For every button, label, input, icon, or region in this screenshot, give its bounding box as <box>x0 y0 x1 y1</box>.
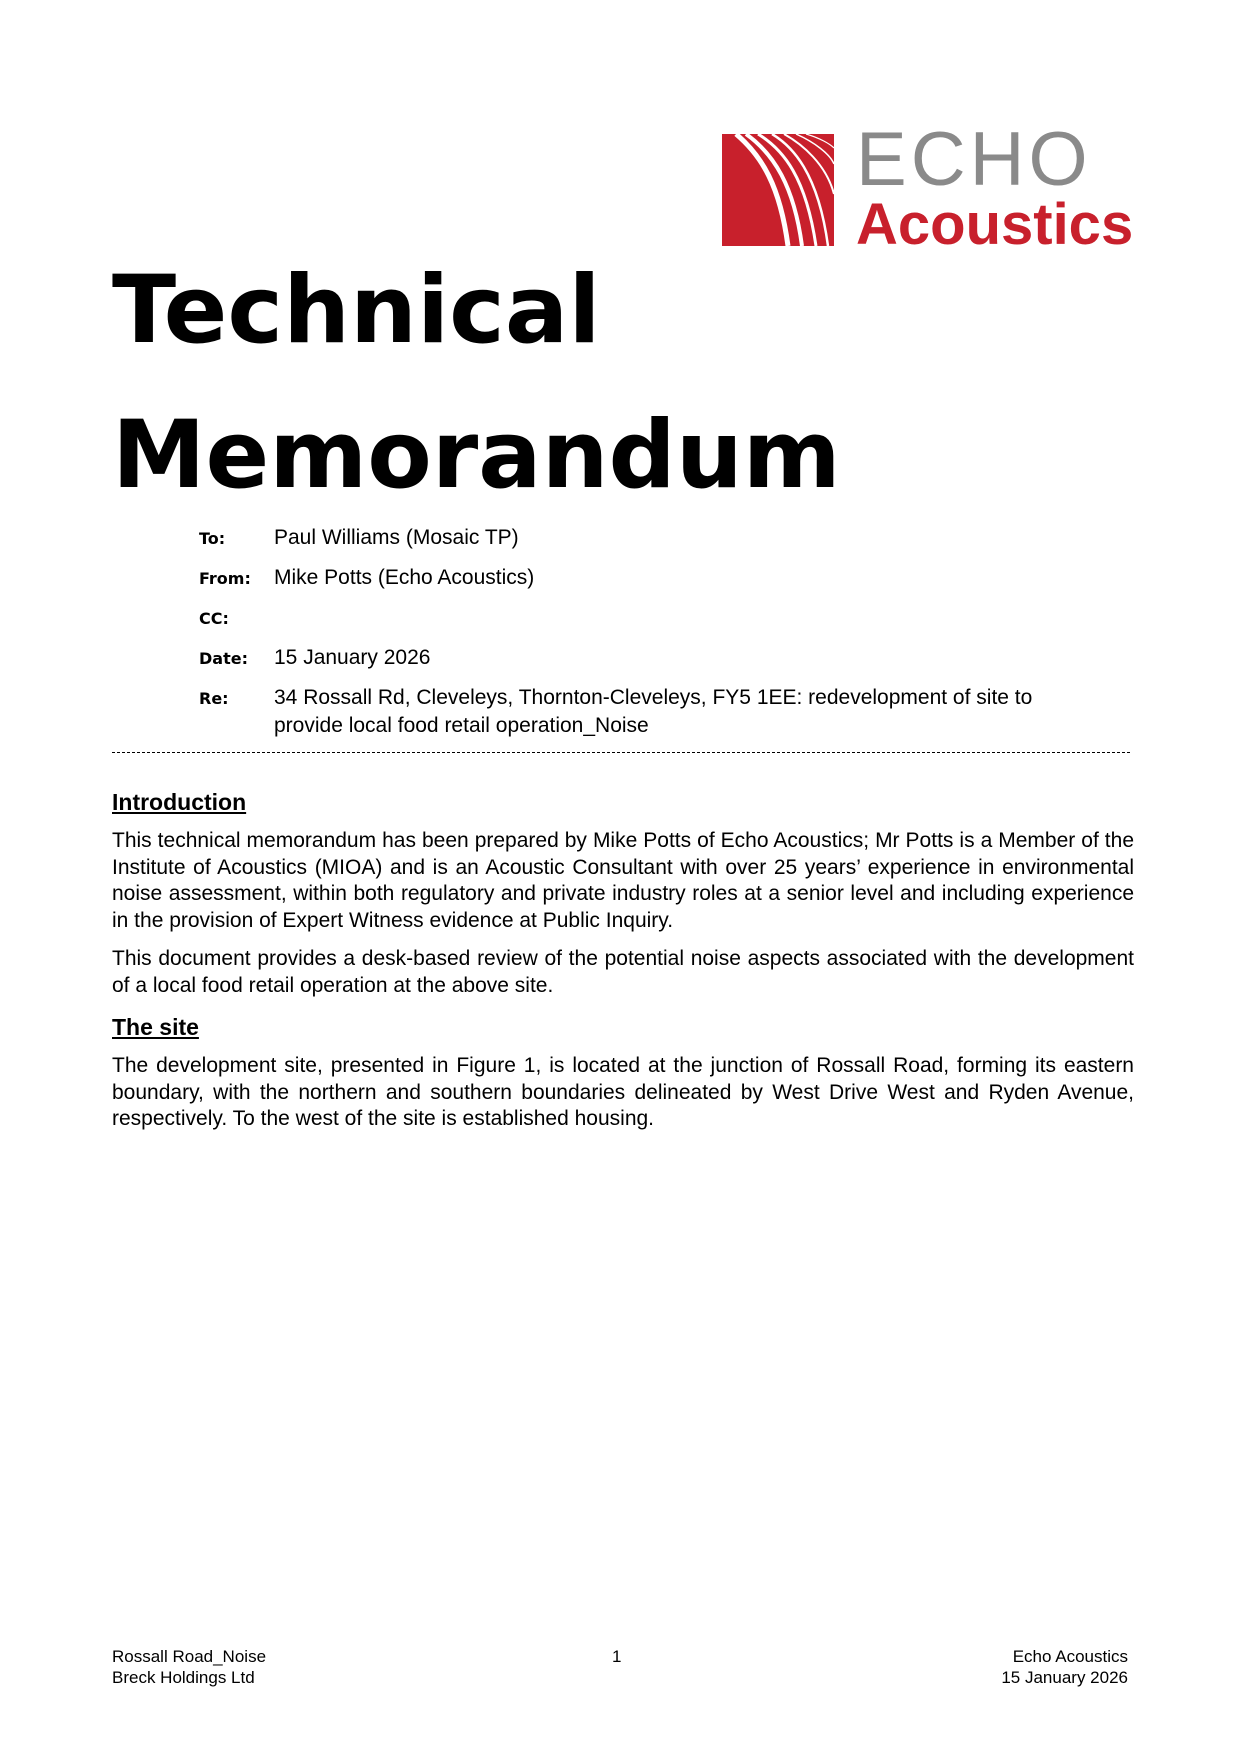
title-line-2: Memorandum <box>112 401 841 510</box>
memo-from-label: From: <box>199 569 251 588</box>
footer-client-name: Breck Holdings Ltd <box>112 1668 255 1687</box>
memo-to-value: Paul Williams (Mosaic TP) <box>274 526 519 549</box>
memo-cc-label: CC: <box>199 609 229 628</box>
memo-re-value: 34 Rossall Rd, Cleveleys, Thornton-Cleveleys, FY5 1EE: redevelopment of site to provide local food retail operation_Noise <box>274 686 1033 737</box>
introduction-heading: Introduction <box>112 789 247 815</box>
memo-header <box>199 524 1099 751</box>
echo-acoustics-emblem-icon <box>722 134 834 246</box>
site-paragraph-1: The development site, presented in Figure 1, is located at the junction of Rossall Road, forming its eastern boundary, with the northern and southern boundaries delineated by West Drive West and Ryden Avenue, respectively. To the west of the site is established housing. <box>112 1054 1134 1130</box>
dashed-divider <box>112 752 1130 753</box>
footer-center <box>612 1646 621 1667</box>
memo-re-label: Re: <box>199 689 229 708</box>
introduction-paragraph-2: This document provides a desk-based review of the potential noise aspects associated with the development of a local food retail operation at the above site. <box>112 947 1134 997</box>
memo-re-row <box>199 684 1099 740</box>
memo-date-label: Date: <box>199 649 248 668</box>
logo-echo-text: ECHO <box>856 117 1092 202</box>
logo-acoustics-text: Acoustics <box>856 192 1134 257</box>
memo-date-value: 15 January 2026 <box>274 646 431 669</box>
memo-to-row <box>199 524 1099 553</box>
memo-date-row <box>199 644 1099 673</box>
footer-company-name: Echo Acoustics <box>1012 1647 1128 1666</box>
memo-to-label: To: <box>199 529 226 548</box>
footer-right <box>1001 1646 1128 1688</box>
memo-cc-value <box>274 604 1099 633</box>
page-number: 1 <box>612 1647 622 1666</box>
footer-left <box>112 1646 266 1688</box>
title-line-1: Technical <box>112 256 601 365</box>
footer-document-name: Rossall Road_Noise <box>112 1647 267 1666</box>
memo-from-value: Mike Potts (Echo Acoustics) <box>274 566 535 589</box>
footer-date: 15 January 2026 <box>1001 1668 1128 1687</box>
memo-cc-row <box>199 604 1099 633</box>
document-title <box>112 238 841 528</box>
introduction-paragraph-1: This technical memorandum has been prepared by Mike Potts of Echo Acoustics; Mr Potts is a Member of the Institute of Acoustics (MIOA) and is an Acoustic Consultant with over 25 years’ experience in environmental noise assessment, within both regulatory and private industry roles at a senior level and including experience in the provision of Expert Witness evidence at Public Inquiry. <box>112 829 1134 932</box>
site-heading: The site <box>112 1014 199 1040</box>
echo-acoustics-logo <box>722 117 1142 257</box>
memo-from-row <box>199 564 1099 593</box>
